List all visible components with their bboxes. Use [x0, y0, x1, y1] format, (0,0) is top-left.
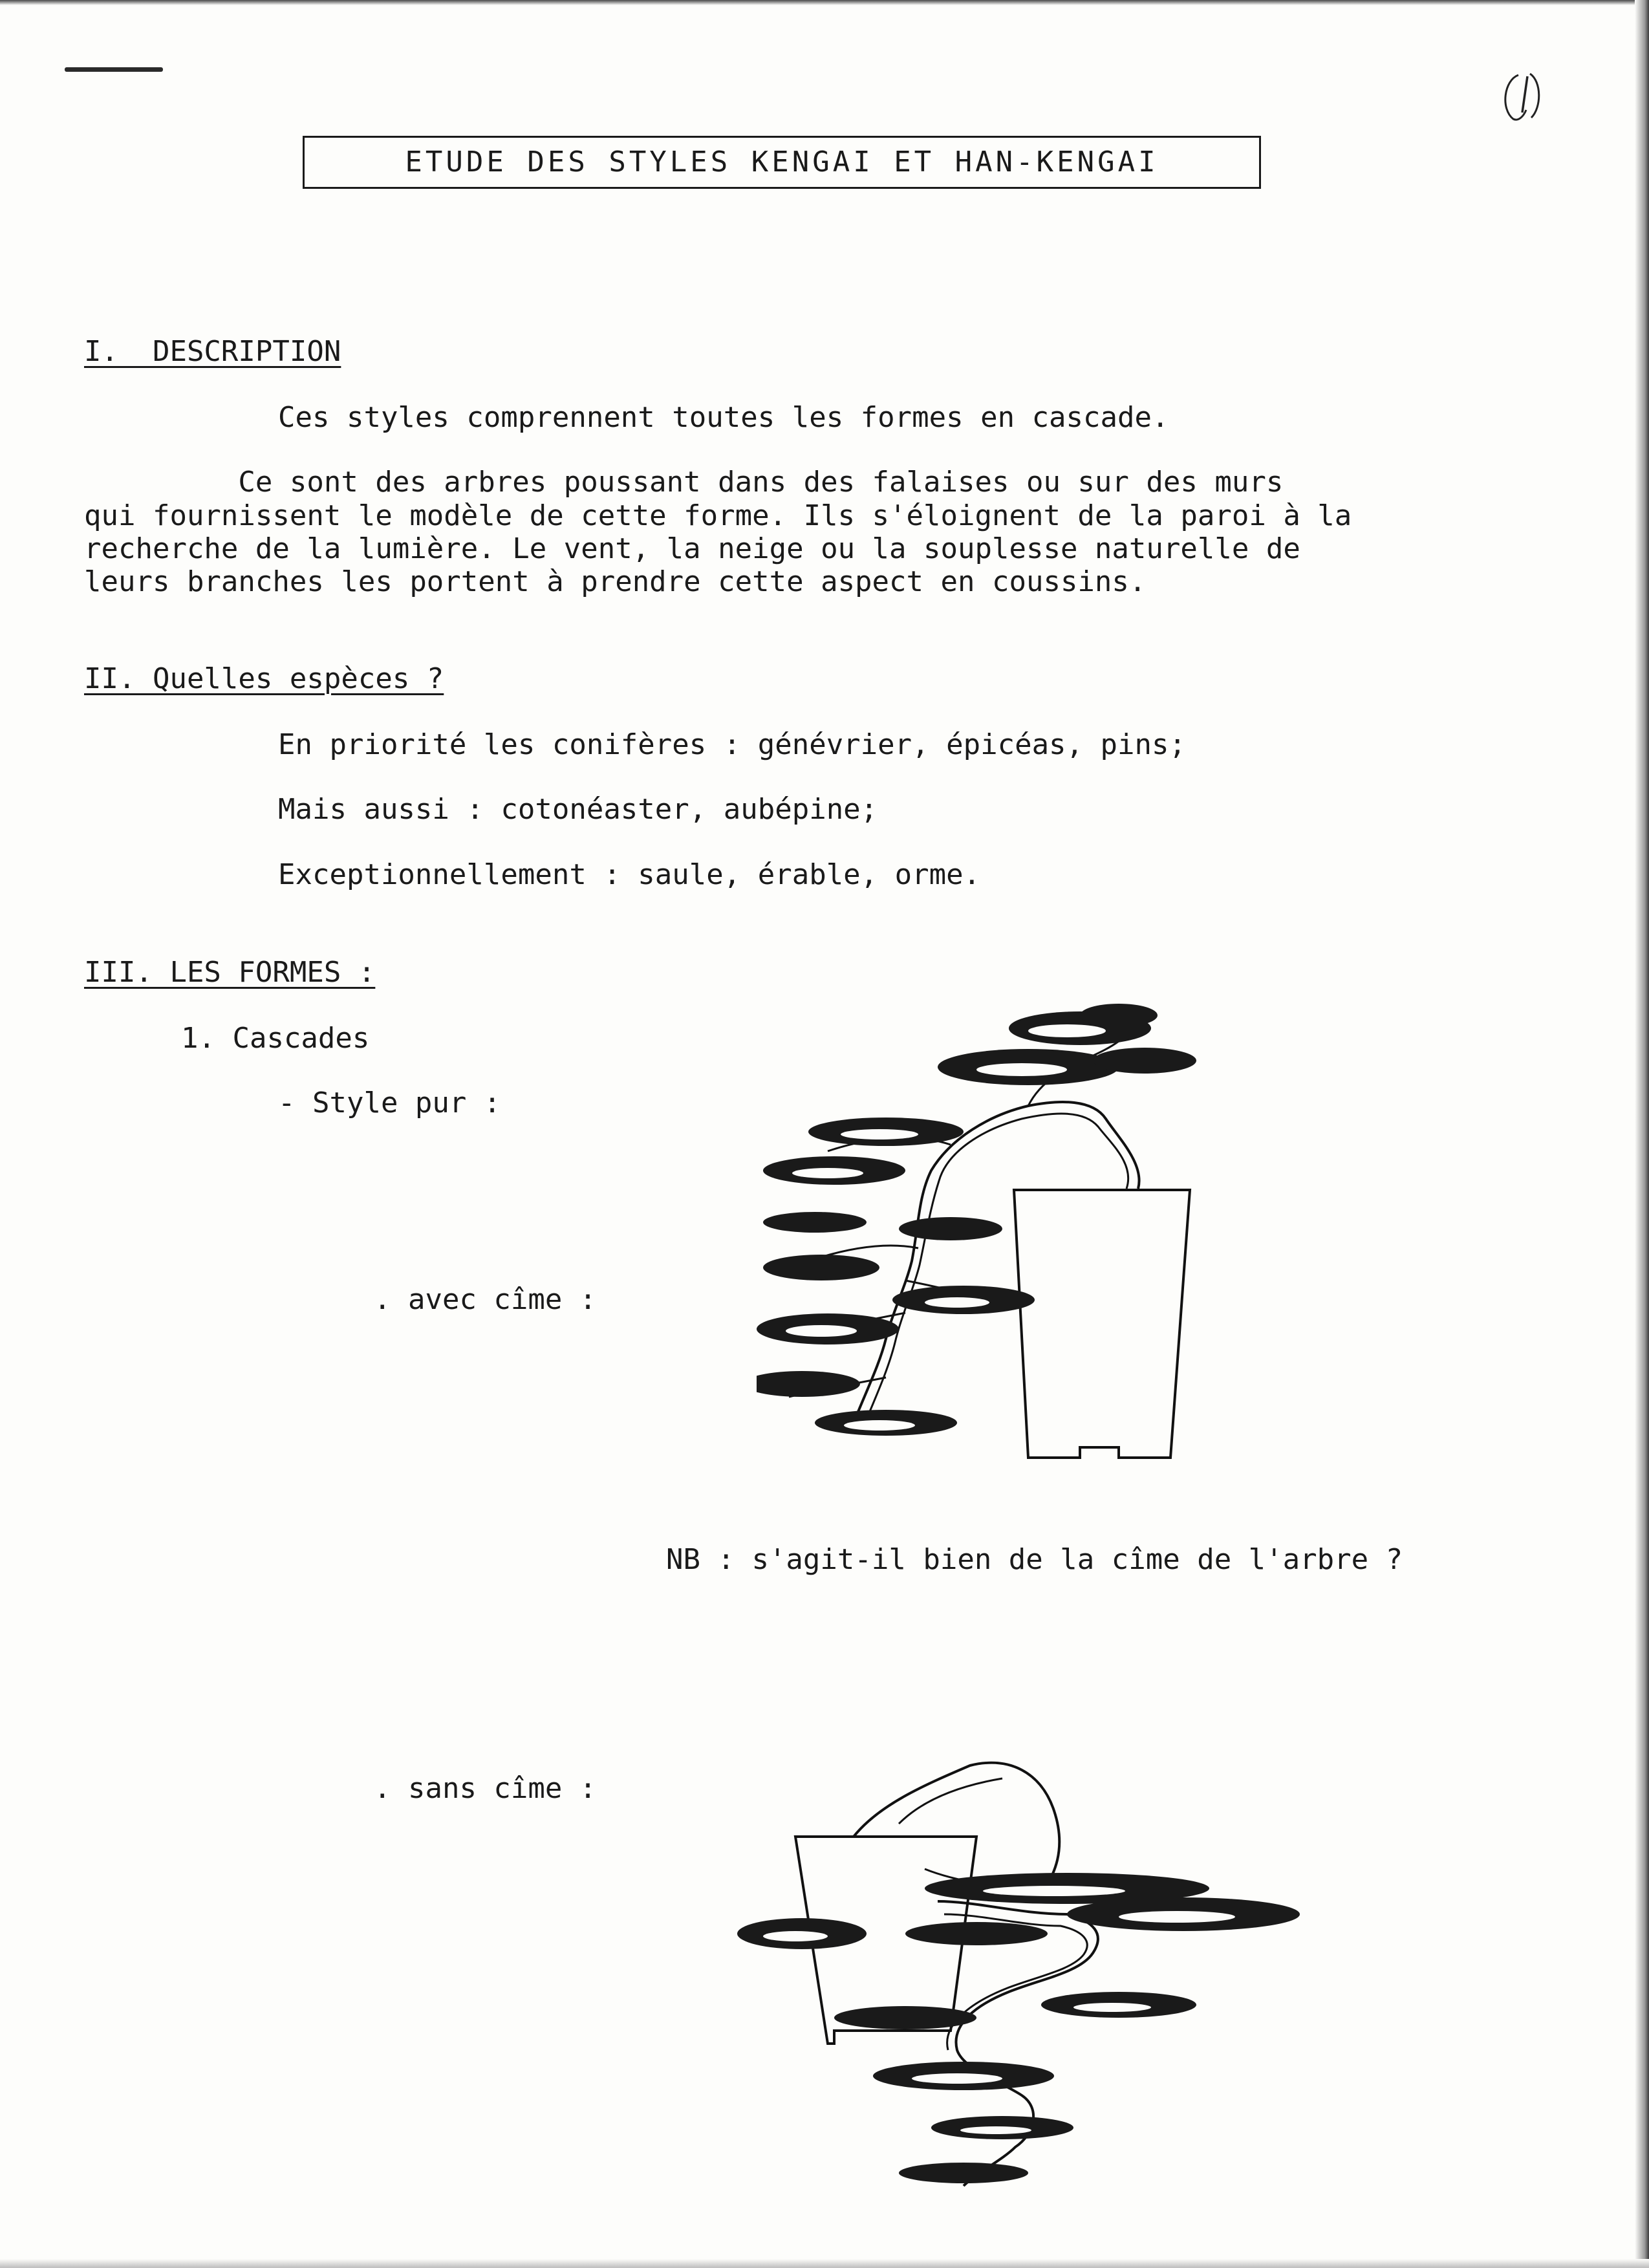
paragraph-line: qui fournissent le modèle de cette forme. Ils s'éloignent de la paroi à la: [84, 499, 1352, 532]
species-line: En priorité les conifères : génévrier, épicéas, pins;: [278, 728, 1186, 761]
species-line: Mais aussi : cotonéaster, aubépine;: [278, 793, 878, 826]
section-heading-forms: III. LES FORMES :: [84, 956, 376, 989]
label-without-apex: . sans cîme :: [374, 1772, 597, 1805]
bonsai-cascade-semi-pot-icon: [731, 1759, 1332, 2212]
bonsai-cascade-tall-pot-icon: [757, 977, 1222, 1468]
species-line: Exceptionnellement : saule, érable, orme.: [278, 858, 981, 891]
handwritten-page-number: [1499, 71, 1546, 123]
paragraph-line: leurs branches les portent à prendre cette aspect en coussins.: [84, 565, 1147, 598]
section-heading-description: I. DESCRIPTION: [84, 335, 341, 368]
scan-edge: [0, 2259, 1649, 2268]
scan-edge: [0, 0, 1649, 5]
paragraph: Ces styles comprennent toutes les formes en cascade.: [278, 401, 1169, 434]
note-nb: NB : s'agit-il bien de la cîme de l'arbre ?: [666, 1543, 1403, 1576]
paragraph-line: recherche de la lumière. Le vent, la neige ou la souplesse naturelle de: [84, 532, 1300, 565]
scan-edge: [1635, 0, 1649, 2268]
label-with-apex: . avec cîme :: [374, 1283, 597, 1316]
page-mark: [65, 67, 163, 72]
document-title: ETUDE DES STYLES KENGAI ET HAN-KENGAI: [303, 136, 1261, 189]
section-heading-species: II. Quelles espèces ?: [84, 662, 444, 695]
paragraph-line: Ce sont des arbres poussant dans des falaises ou sur des murs: [84, 466, 1284, 499]
subheading-cascades: 1. Cascades: [181, 1022, 370, 1055]
subheading-pure-style: - Style pur :: [278, 1086, 501, 1119]
